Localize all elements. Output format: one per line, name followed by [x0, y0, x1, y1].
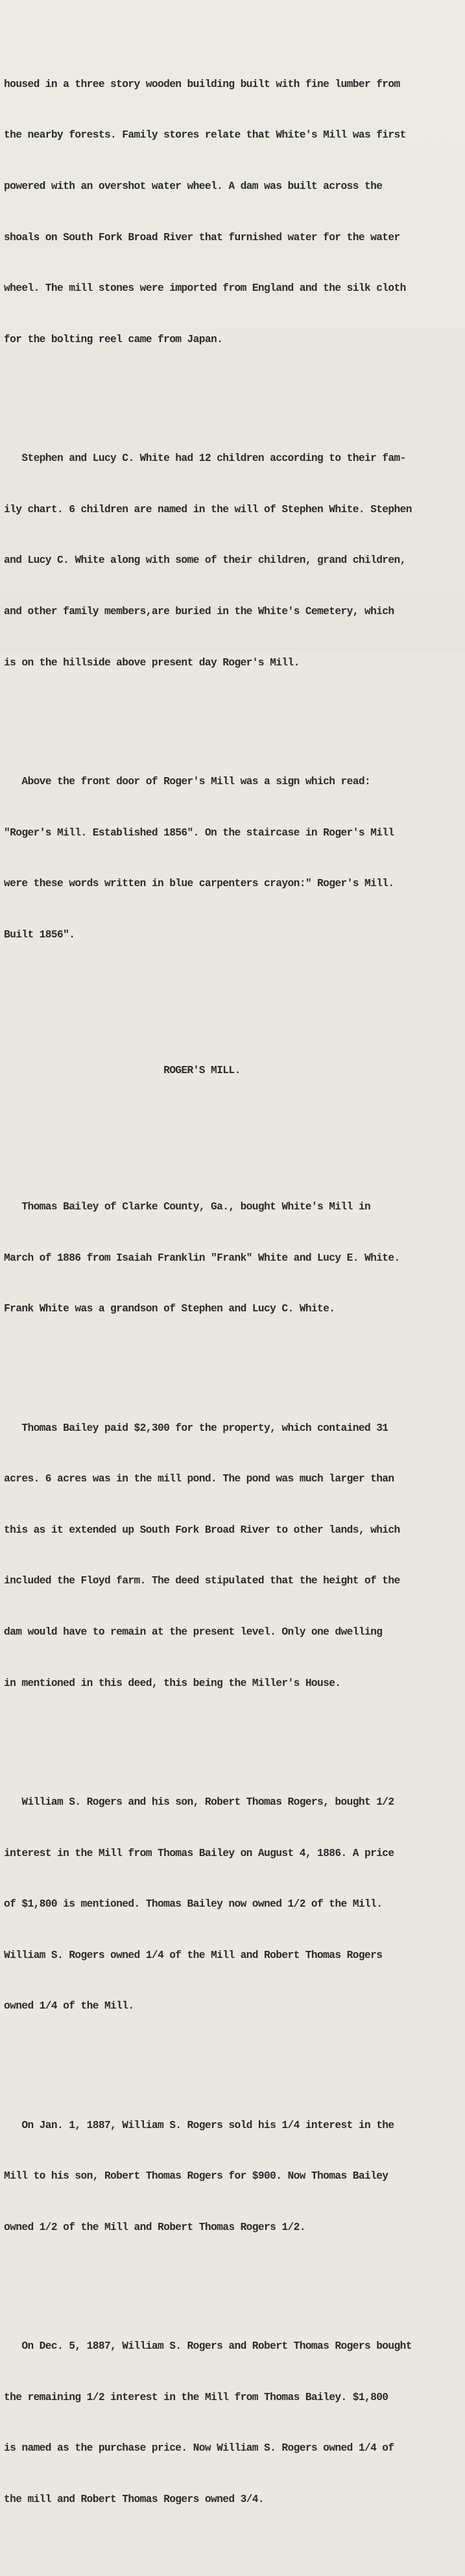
text-line: "Roger's Mill. Established 1856". On the staircase in Roger's Mill [4, 826, 394, 839]
text-line: owned 1/2 of the Mill and Robert Thomas Rogers 1/2. [4, 2221, 305, 2233]
text-line: this as it extended up South Fork Broad River to other lands, which [4, 1524, 400, 1536]
section-heading: ROGER'S MILL. [4, 1065, 241, 1077]
document-body [4, 8, 465, 2576]
text-line: and Lucy C. White along with some of their children, grand children, [4, 554, 406, 567]
text-line: Mill to his son, Robert Thomas Rogers for $900. Now Thomas Bailey [4, 2170, 388, 2183]
text-line: the remaining 1/2 interest in the Mill from Thomas Bailey. $1,800 [4, 2391, 388, 2403]
text-line: William S. Rogers owned 1/4 of the Mill and Robert Thomas Rogers [4, 1949, 383, 1961]
text-line: owned 1/4 of the Mill. [4, 2000, 134, 2012]
text-line: powered with an overshot water wheel. A dam was built across the [4, 180, 383, 192]
paragraph [4, 1385, 465, 1726]
text-line: for the bolting reel came from Japan. [4, 333, 223, 345]
paragraph [4, 739, 465, 978]
text-line: is on the hillside above present day Roger's Mill. [4, 656, 300, 669]
paragraph [4, 416, 465, 705]
text-line: Thomas Bailey of Clarke County, Ga., bought White's Mill in [4, 1200, 371, 1213]
text-line: On Jan. 1, 1887, William S. Rogers sold his 1/4 interest in the [4, 2119, 394, 2131]
text-line: were these words written in blue carpenters crayon:" Roger's Mill. [4, 878, 394, 890]
blank-line [4, 1113, 465, 1130]
text-line: acres. 6 acres was in the mill pond. The pond was much larger than [4, 1473, 394, 1485]
text-line: wheel. The mill stones were imported from England and the silk cloth [4, 282, 406, 295]
text-line: the nearby forests. Family stores relate that White's Mill was first [4, 129, 406, 142]
text-line: interest in the Mill from Thomas Bailey on August 4, 1886. A price [4, 1847, 394, 1859]
paragraph [4, 2304, 465, 2542]
text-line: ily chart. 6 children are named in the will of Stephen White. Stephen [4, 503, 412, 515]
text-line: in mentioned in this deed, this being the Miller's House. [4, 1677, 341, 1689]
text-line: Stephen and Lucy C. White had 12 children according to their fam- [4, 452, 406, 465]
text-line: March of 1886 from Isaiah Franklin "Frank" White and Lucy E. White. [4, 1252, 400, 1264]
paragraph [4, 2083, 465, 2270]
blank-line [4, 1011, 465, 1028]
text-line: included the Floyd farm. The deed stipulated that the height of the [4, 1575, 400, 1587]
text-line: of $1,800 is mentioned. Thomas Bailey now owned 1/2 of the Mill. [4, 1898, 383, 1911]
text-line: Frank White was a grandson of Stephen and Lucy C. White. [4, 1303, 335, 1315]
text-line: and other family members,are buried in the White's Cemetery, which [4, 605, 394, 617]
text-line: On Dec. 5, 1887, William S. Rogers and Robert Thomas Rogers bought [4, 2340, 412, 2353]
text-line: Thomas Bailey paid $2,300 for the property, which contained 31 [4, 1422, 388, 1434]
text-line: dam would have to remain at the present level. Only one dwelling [4, 1626, 383, 1638]
paragraph [4, 1165, 465, 1352]
text-line: housed in a three story wooden building built with fine lumber from [4, 78, 400, 90]
text-line: Above the front door of Roger's Mill was a sign which read: [4, 775, 371, 787]
text-line: the mill and Robert Thomas Rogers owned 3/4. [4, 2494, 265, 2506]
text-line: Built 1856". [4, 928, 75, 941]
paragraph [4, 1760, 465, 2049]
text-line: is named as the purchase price. Now William S. Rogers owned 1/4 of [4, 2442, 394, 2455]
text-line: shoals on South Fork Broad River that furnished water for the water [4, 231, 400, 243]
text-line: William S. Rogers and his son, Robert Thomas Rogers, bought 1/2 [4, 1796, 394, 1808]
paragraph [4, 42, 465, 382]
